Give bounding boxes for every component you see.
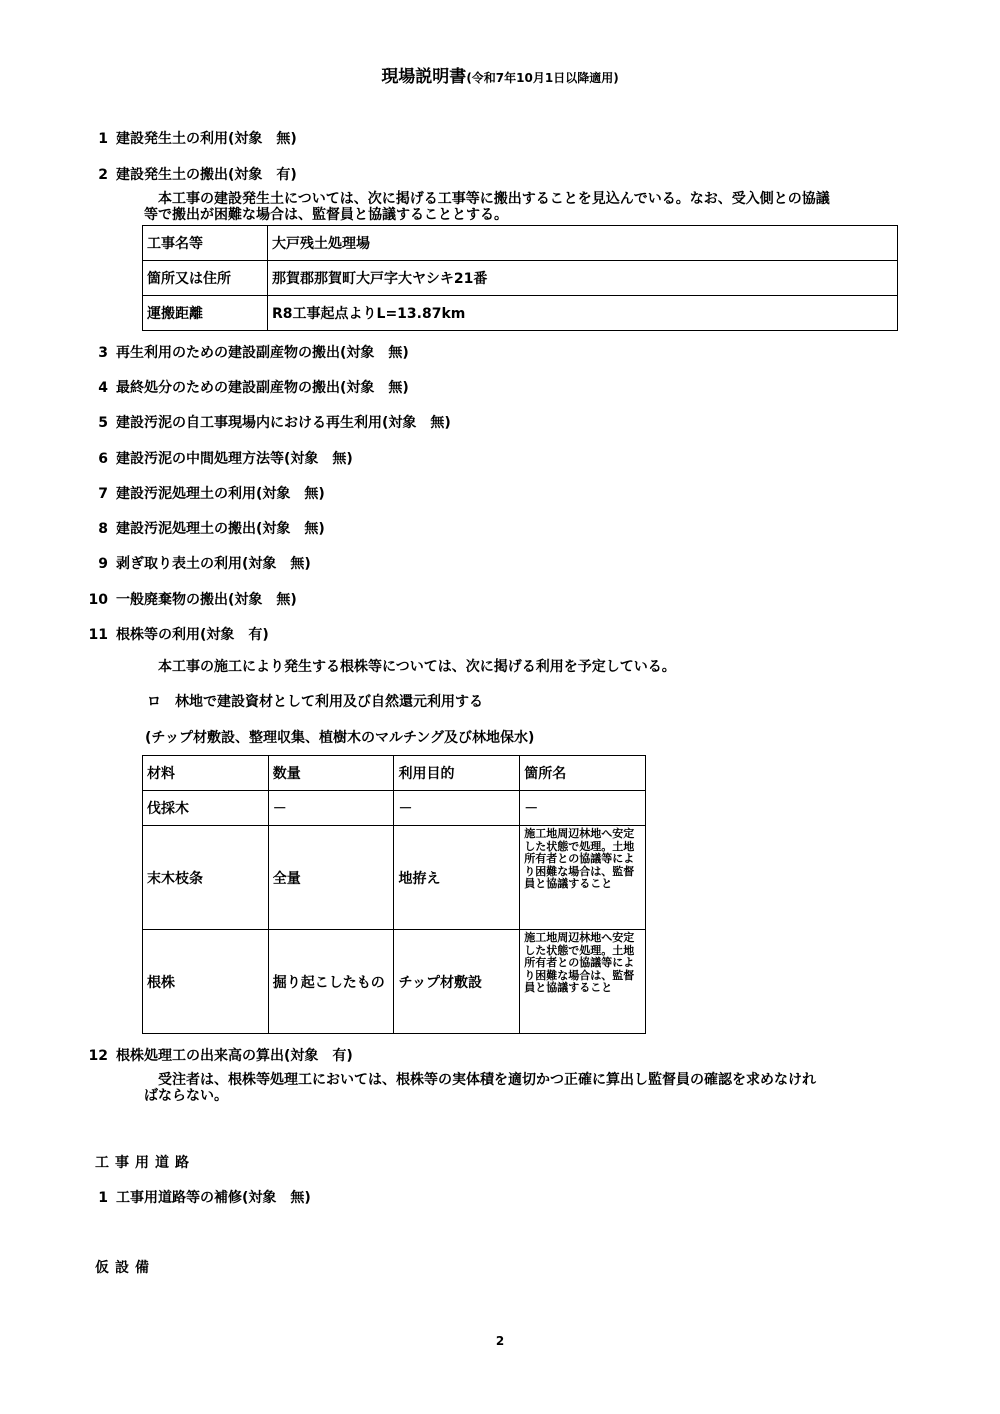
item-4: 4 最終処分のための建設副産物の搬出(対象 無): [98, 380, 409, 396]
disposal-table: [142, 225, 898, 331]
road-item-1: 1 工事用道路等の補修(対象 無): [98, 1190, 311, 1206]
stump-usage-table: [142, 755, 646, 1034]
item-11-paragraph: 本工事の施工により発生する根株等については、次に掲げる利用を予定している。: [158, 659, 676, 675]
table-row: 工事名等 大戸残土処理場: [143, 226, 898, 261]
section-heading-temporary: 仮設備: [95, 1260, 155, 1276]
table-header-row: [143, 756, 646, 791]
item-11: 11 根株等の利用(対象 有): [88, 627, 269, 643]
item-1: 1 建設発生土の利用(対象 無): [98, 131, 297, 147]
item-11-option: ロ 林地で建設資材として利用及び自然還元利用する: [147, 694, 483, 710]
title-sub: (令和7年10月1日以降適用): [466, 71, 619, 85]
item-12: 12 根株処理工の出来高の算出(対象 有): [88, 1048, 353, 1064]
table-row: 末木枝条 全量 地拵え 施工地周辺林地へ安定した状態で処理。土地所有者との協議等により困難な場合は、監督員と協議すること: [143, 826, 646, 930]
table-row: 運搬距離 R8工事起点よりL=13.87km: [143, 296, 898, 331]
column-header: 利用目的: [394, 756, 520, 791]
item-7: 7 建設汚泥処理土の利用(対象 無): [98, 486, 325, 502]
item-3: 3 再生利用のための建設副産物の搬出(対象 無): [98, 345, 409, 361]
column-header: 数量: [268, 756, 394, 791]
item-12-paragraph: 受注者は、根株等処理工においては、根株等の実体積を適切かつ正確に算出し監督員の確認を求めなけれ ばならない。: [144, 1072, 816, 1104]
table-row: 伐採木 － － －: [143, 791, 646, 826]
item-9: 9 剥ぎ取り表土の利用(対象 無): [98, 556, 311, 572]
item-6: 6 建設汚泥の中間処理方法等(対象 無): [98, 451, 353, 467]
item-8: 8 建設汚泥処理土の搬出(対象 無): [98, 521, 325, 537]
item-11-note: (チップ材敷設、整理収集、植樹木のマルチング及び林地保水): [145, 730, 535, 746]
page-number: 2: [495, 1334, 505, 1348]
item-2-paragraph: 本工事の建設発生土については、次に掲げる工事等に搬出することを見込んでいる。なお、受入側との協議 等で搬出が困難な場合は、監督員と協議することとする。: [144, 191, 830, 223]
title-main: 現場説明書: [381, 67, 467, 87]
section-heading-road: 工事用道路: [95, 1155, 195, 1171]
item-10: 10 一般廃棄物の搬出(対象 無): [88, 592, 297, 608]
item-2: 2 建設発生土の搬出(対象 有): [98, 167, 297, 183]
column-header: 材料: [143, 756, 269, 791]
table-row: 根株 掘り起こしたもの チップ材敷設 施工地周辺林地へ安定した状態で処理。土地所有者との協議等により困難な場合は、監督員と協議すること: [143, 930, 646, 1034]
table-row: 箇所又は住所 那賀郡那賀町大戸字大ヤシキ21番: [143, 261, 898, 296]
item-5: 5 建設汚泥の自工事現場内における再生利用(対象 無): [98, 415, 451, 431]
column-header: 箇所名: [520, 756, 646, 791]
page-title: [0, 62, 1000, 87]
